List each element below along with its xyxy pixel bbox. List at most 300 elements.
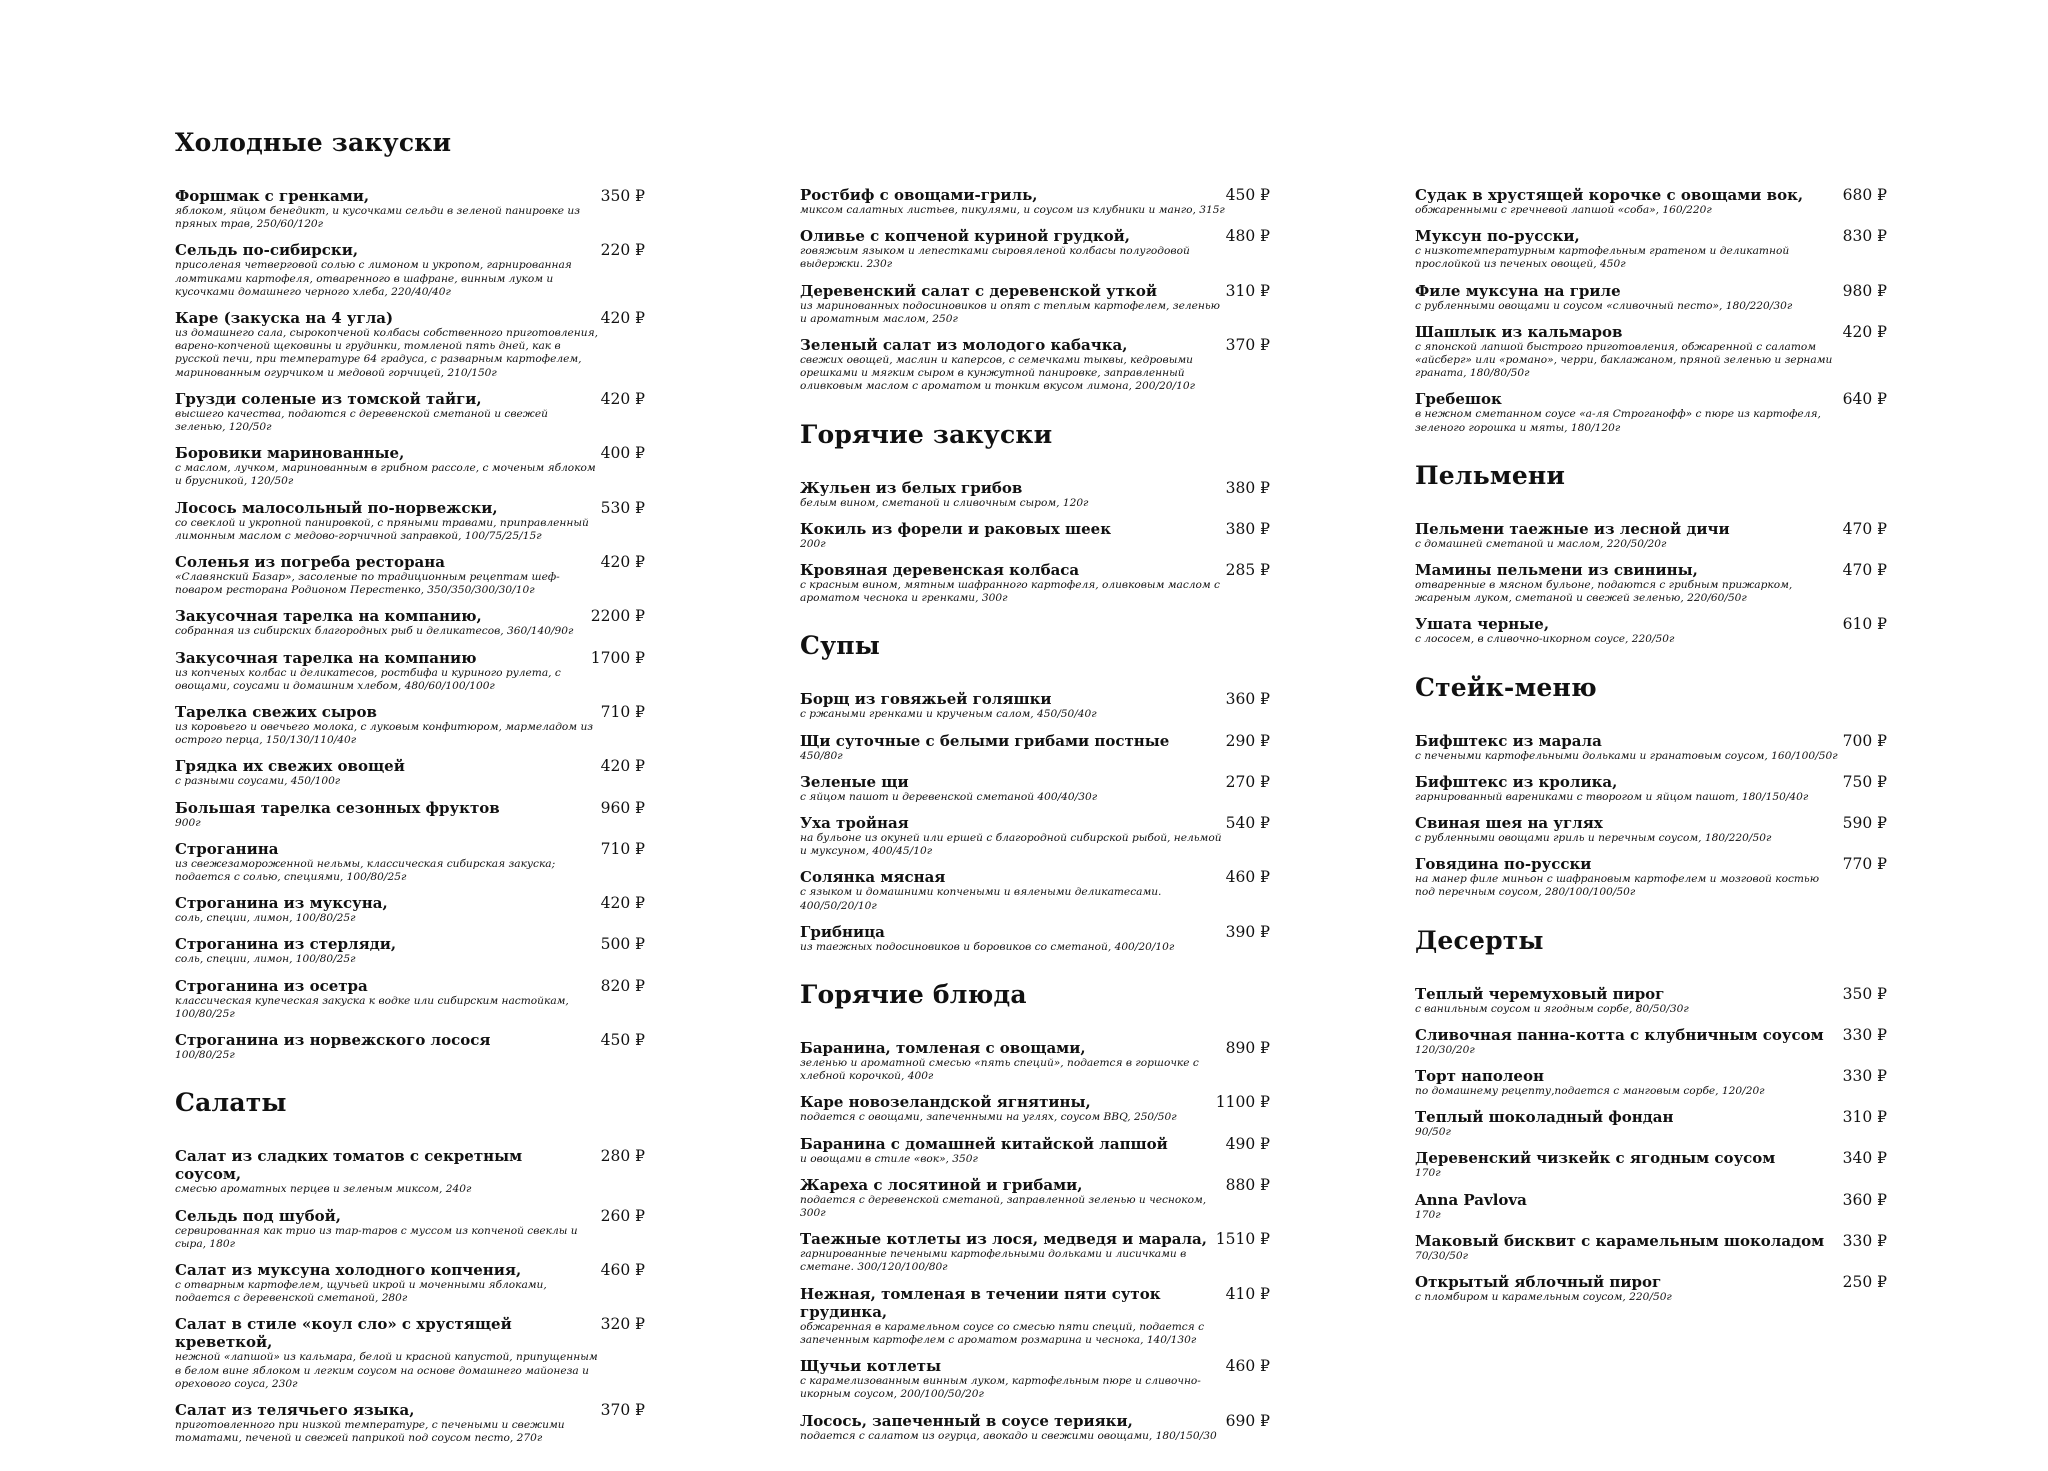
menu-item (1415, 1149, 1887, 1180)
dish-description: подается с овощами, запеченными на углях, соусом BBQ, 250/50г (800, 1111, 1177, 1124)
dish-price: 310 ₽ (1842, 1108, 1887, 1127)
dish-name: Лосось малосольный по-норвежски, (175, 498, 498, 517)
dish-description: обжаренными с гречневой лапшой «соба», 160/220г (1415, 204, 1712, 216)
dish-price: 390 ₽ (1225, 922, 1270, 941)
menu-item (1415, 615, 1887, 646)
menu-item-row (1415, 1108, 1887, 1126)
dish-description: с яйцом пашот и деревенской сметаной 400/40/30г (800, 790, 1098, 803)
menu-item-row (800, 690, 1270, 708)
dish-description: из маринованных подосиновиков и опят с теплым картофелем, зеленью и ароматным маслом, 250г (800, 299, 1220, 325)
dish-name: Закусочная тарелка на компанию (175, 648, 477, 667)
dish-description: с отварным картофелем, щучьей икрой и моченными яблоками, подается с деревенской сметаной, 280г (175, 1278, 547, 1305)
dish-price: 480 ₽ (1225, 227, 1270, 246)
dish-description: с печеными картофельными дольками и гранатовым соусом, 160/100/50г (1415, 749, 1838, 762)
menu-item (175, 757, 645, 788)
menu-item-row (175, 390, 645, 408)
menu-item (800, 561, 1270, 605)
menu-item (175, 1401, 645, 1445)
menu-item-row (800, 336, 1270, 354)
menu-item (800, 1412, 1270, 1443)
dish-description: из домашнего сала, сырокопченой колбасы собственного приготовления, варено-копченой щековины и грудинки, томленой пять дней, как в русской печи, при температуре 64 градуса, с разварным картофелем, маринованным огурчиком и медовой горчицей, 210/150г (175, 327, 598, 379)
dish-name: Anna Pavlova (1415, 1190, 1527, 1209)
menu-item-row (800, 282, 1270, 300)
menu-item-row (1415, 1273, 1887, 1291)
dish-name: Бифштекс из марала (1415, 731, 1602, 750)
menu-item-row (175, 703, 645, 721)
dish-name: Бифштекс из кролика, (1415, 772, 1618, 791)
dish-name: Строганина из норвежского лосося (175, 1031, 491, 1050)
dish-name: Сельдь по-сибирски, (175, 241, 359, 260)
menu-item (1415, 186, 1887, 217)
menu-item (800, 690, 1270, 721)
dish-name: Филе муксуна на гриле (1415, 281, 1621, 300)
dish-description: нежной «лапшой» из кальмара, белой и красной капустой, припущенным в белом вине яблоком и легким соусом на основе домашнего майонеза и орехового соуса, 230г (175, 1351, 598, 1390)
dish-price: 320 ₽ (600, 1315, 645, 1334)
menu-item-row (1415, 855, 1887, 873)
dish-description: с японской лапшой быстрого приготовления, обжаренной с салатом «айсберг» или «романо», черри, баклажаном, пряной зеленью и зернами граната, 180/80/50г (1415, 340, 1833, 380)
dish-price: 285 ₽ (1225, 561, 1270, 580)
dish-price: 710 ₽ (600, 839, 645, 858)
dish-name: Салат в стиле «коул сло» с хрустящей креветкой, (175, 1315, 512, 1352)
dish-price: 700 ₽ (1842, 731, 1887, 750)
menu-item-row (800, 520, 1270, 538)
dish-description: из свежезамороженной нельмы, классическая сибирская закуска; подается с солью, специями, 100/80/25г (175, 857, 556, 884)
menu-item-row (175, 444, 645, 462)
dish-name: Кровяная деревенская колбаса (800, 561, 1080, 580)
dish-name: Торт наполеон (1415, 1067, 1544, 1086)
menu-item (175, 309, 645, 380)
dish-description: приготовленного при низкой температуре, с печеными и свежими томатами, печеной и свежей паприкой под соусом песто, 270г (175, 1418, 565, 1445)
dish-price: 1100 ₽ (1215, 1093, 1270, 1112)
menu-item-row (175, 1031, 645, 1049)
menu-item (175, 935, 645, 966)
dish-description: с красным вином, мятным шафранного картофеля, оливковым маслом с ароматом чеснока и гренками, 300г (800, 579, 1220, 605)
dish-name: Судак в хрустящей корочке с овощами вок, (1415, 186, 1804, 204)
menu-item-row (1415, 186, 1887, 204)
dish-name: Грядка их свежих овощей (175, 757, 405, 776)
dish-price: 370 ₽ (1225, 336, 1270, 355)
dish-price: 330 ₽ (1842, 1025, 1887, 1044)
dish-price: 290 ₽ (1225, 731, 1270, 750)
menu-item (1415, 520, 1887, 551)
menu-item-row (1415, 227, 1887, 245)
menu-item-row (175, 309, 645, 327)
dish-name: Лосось, запеченный в соусе терияки, (800, 1411, 1133, 1430)
menu-column-3 (1415, 186, 1887, 1330)
dish-price: 750 ₽ (1842, 772, 1887, 791)
menu-item (1415, 227, 1887, 271)
dish-name: Зеленые щи (800, 772, 909, 791)
dish-price: 710 ₽ (600, 703, 645, 722)
dish-price: 370 ₽ (600, 1400, 645, 1419)
menu-item-row (175, 1315, 645, 1351)
dish-description: из копченых колбас и деликатесов, ростбифа и куриного рулета, с овощами, соусами и домашним хлебом, 480/60/100/100г (175, 666, 561, 692)
dish-price: 470 ₽ (1842, 519, 1887, 538)
dish-name: Деревенский салат с деревенской уткой (800, 281, 1158, 300)
menu-column-2 (800, 186, 1270, 1469)
menu-item-row (175, 649, 645, 667)
dish-name: Свиная шея на углях (1415, 814, 1603, 833)
dish-price: 460 ₽ (1225, 1357, 1270, 1376)
dish-name: Салат из муксуна холодного копчения, (175, 1260, 522, 1279)
dish-price: 460 ₽ (600, 1260, 645, 1279)
menu-item-row (1415, 520, 1887, 538)
dish-name: Каре (закуска на 4 угла) (175, 309, 394, 328)
dish-description: 100/80/25г (175, 1049, 235, 1062)
dish-price: 340 ₽ (1842, 1149, 1887, 1168)
menu-item (175, 649, 645, 693)
menu-item (1415, 1108, 1887, 1139)
dish-name: Кокиль из форели и раковых шеек (800, 519, 1112, 538)
section-title: Стейк-меню (1415, 672, 1597, 702)
section-title: Салаты (175, 1088, 287, 1118)
section-title: Десерты (1415, 925, 1544, 955)
dish-description: из таежных подосиновиков и боровиков со сметаной, 400/20/10г (800, 940, 1175, 953)
menu-item-row (175, 894, 645, 912)
menu-item-row (1415, 773, 1887, 791)
dish-price: 450 ₽ (600, 1031, 645, 1050)
menu-item-row (1415, 390, 1887, 408)
dish-price: 490 ₽ (1225, 1134, 1270, 1153)
dish-price: 420 ₽ (600, 757, 645, 776)
dish-name: Муксун по-русски, (1415, 227, 1580, 246)
dish-description: гарнированные печеными картофельными дольками и лисичками в сметане. 300/120/100/80г (800, 1248, 1187, 1274)
menu-item-row (1415, 732, 1887, 750)
dish-name: Каре новозеландской ягнятины, (800, 1093, 1091, 1112)
dish-name: Теплый черемуховый пирог (1415, 984, 1665, 1003)
dish-description: с рубленными овощами гриль и перечным соусом, 180/220/50г (1415, 832, 1772, 845)
dish-description: со свеклой и укропной панировкой, с пряными травами, приправленный лимонным маслом с медово-горчичной заправкой, 100/75/25/15г (175, 516, 589, 542)
dish-name: Уха тройная (800, 814, 909, 833)
dish-price: 830 ₽ (1842, 227, 1887, 246)
menu-item (1415, 814, 1887, 845)
section-title: Горячие блюда (800, 980, 1027, 1010)
dish-description: собранная из сибирских благородных рыб и деликатесов, 360/140/90г (175, 625, 574, 638)
dish-price: 420 ₽ (1842, 322, 1887, 341)
dish-description: соль, специи, лимон, 100/80/25г (175, 912, 356, 925)
dish-name: Форшмак с гренками, (175, 187, 370, 205)
dish-description: зеленью и ароматной смесью «пять специй», подается в горшочке с хлебной корочкой, 400г (800, 1057, 1199, 1083)
dish-name: Щучьи котлеты (800, 1357, 942, 1376)
menu-item (800, 1176, 1270, 1220)
dish-description: миксом салатных листьев, пикулями, и соусом из клубники и манго, 315г (800, 204, 1225, 216)
dish-price: 820 ₽ (600, 976, 645, 995)
dish-name: Боровики маринованные, (175, 444, 405, 463)
dish-description: «Славянский Базар», засоленые по традиционным рецептам шеф-поваром ресторана Родионом Перестенко, 350/350/300/30/10г (175, 571, 560, 597)
dish-name: Строганина из муксуна, (175, 894, 388, 913)
dish-price: 410 ₽ (1225, 1284, 1270, 1303)
dish-description: с ванильным соусом и ягодным сорбе, 80/50/30г (1415, 1002, 1689, 1015)
menu-item (1415, 1273, 1887, 1304)
dish-name: Таежные котлеты из лося, медведя и марала, (800, 1230, 1207, 1249)
dish-description: свежих овощей, маслин и каперсов, с семечками тыквы, кедровыми орешками и мягким сыром в кунжутной панировке, заправленный оливковым маслом с ароматом и тонким вкусом лимона, 200/20/10г (800, 354, 1195, 393)
dish-name: Салат из телячьего языка, (175, 1400, 415, 1419)
dish-name: Сельдь под шубой, (175, 1206, 341, 1225)
dish-description: подается с деревенской сметаной, заправленной зеленью и чесноком, 300г (800, 1193, 1207, 1220)
menu-item-row (175, 1147, 645, 1183)
menu-item-row (800, 868, 1270, 886)
dish-price: 460 ₽ (1225, 868, 1270, 887)
dish-description: обжаренная в карамельном соусе со смесью пяти специй, подается с запеченным картофелем с ароматом розмарина и чеснока, 140/130г (800, 1320, 1205, 1346)
dish-price: 640 ₽ (1842, 390, 1887, 409)
dish-name: Борщ из говяжьей голяшки (800, 690, 1052, 709)
menu-item-row (175, 1207, 645, 1225)
menu-item-row (800, 227, 1270, 245)
dish-description: в нежном сметанном соусе «а-ля Строганофф» с пюре из картофеля, зеленого горошка и мяты, 180/120г (1415, 408, 1821, 434)
menu-item-row (175, 187, 645, 205)
dish-description: 450/80г (800, 749, 843, 762)
menu-item (800, 1285, 1270, 1347)
menu-item-row (800, 1135, 1270, 1153)
dish-name: Щи суточные с белыми грибами постные (800, 731, 1170, 750)
dish-description: классическая купеческая закуска к водке или сибирским настойкам, 100/80/25г (175, 994, 569, 1020)
dish-price: 360 ₽ (1225, 690, 1270, 709)
dish-description: 90/50г (1415, 1126, 1451, 1139)
dish-description: по домашнему рецепту,подается с манговым сорбе, 120/20г (1415, 1085, 1765, 1098)
menu-item-row (175, 607, 645, 625)
dish-description: высшего качества, подаются с деревенской сметаной и свежей зеленью, 120/50г (175, 407, 548, 434)
dish-description: 200г (800, 537, 826, 550)
menu-item (800, 923, 1270, 954)
menu-item (1415, 323, 1887, 381)
menu-item (1415, 561, 1887, 605)
dish-description: с разными соусами, 450/100г (175, 775, 341, 788)
menu-section (800, 631, 1270, 954)
menu-section (175, 1088, 645, 1445)
dish-name: Ушата черные, (1415, 615, 1550, 634)
dish-description: сервированная как трио из тар-таров с муссом из копченой свеклы и сыра, 180г (175, 1224, 578, 1250)
dish-description: с языком и домашними копчеными и вялеными деликатесами. 400/50/20/10г (800, 886, 1162, 912)
dish-description: на манер филе миньон с шафрановым картофелем и мозговой костью под перечным соусом, 280/100/100/50г (1415, 873, 1820, 899)
menu-item-row (175, 840, 645, 858)
dish-description: гарнированный варениками с творогом и яйцом пашот, 180/150/40г (1415, 790, 1809, 803)
menu-item (1415, 282, 1887, 313)
dish-price: 450 ₽ (1225, 186, 1270, 204)
dish-price: 400 ₽ (600, 444, 645, 463)
dish-description: с низкотемпературным картофельным гратеном и деликатной прослойкой из печеных овощей, 450г (1415, 245, 1790, 271)
menu-item-row (175, 241, 645, 259)
dish-name: Говядина по-русски (1415, 855, 1592, 874)
dish-description: на бульоне из окуней или ершей с благородной сибирской рыбой, нельмой и муксуном, 400/45/10г (800, 832, 1222, 858)
dish-price: 590 ₽ (1842, 814, 1887, 833)
menu-item-row (800, 1093, 1270, 1111)
dish-description: с маслом, лучком, маринованным в грибном рассоле, с моченым яблоком и брусникой, 120/50г (175, 462, 596, 488)
menu-item-row (175, 757, 645, 775)
dish-name: Нежная, томленая в течении пяти суток грудинка, (800, 1284, 1161, 1321)
dish-description: соль, специи, лимон, 100/80/25г (175, 953, 356, 966)
menu-item (175, 390, 645, 434)
dish-description: с домашней сметаной и маслом, 220/50/20г (1415, 537, 1667, 550)
dish-description: 900г (175, 816, 201, 829)
menu-item (175, 977, 645, 1021)
dish-name: Зеленый салат из молодого кабачка, (800, 336, 1128, 355)
dish-description: с пломбиром и карамельным соусом, 220/50г (1415, 1291, 1672, 1304)
menu-item-row (1415, 1191, 1887, 1209)
menu-item (800, 227, 1270, 271)
menu-item (800, 868, 1270, 912)
menu-section (175, 128, 645, 1062)
dish-name: Пельмени таежные из лесной дичи (1415, 519, 1730, 538)
dish-price: 330 ₽ (1842, 1231, 1887, 1250)
dish-description: с карамелизованным винным луком, картофельным пюре и сливочно-икорным соусом, 200/100/50/20г (800, 1375, 1201, 1401)
dish-name: Солянка мясная (800, 868, 946, 887)
dish-price: 260 ₽ (600, 1206, 645, 1225)
dish-name: Баранина с домашней китайской лапшой (800, 1134, 1168, 1153)
dish-price: 420 ₽ (600, 309, 645, 328)
section-title: Холодные закуски (175, 128, 452, 157)
menu-section (1415, 186, 1887, 435)
menu-item (175, 1147, 645, 1196)
menu-item-row (800, 1039, 1270, 1057)
menu-item (175, 241, 645, 299)
dish-price: 890 ₽ (1225, 1039, 1270, 1058)
menu-item (175, 1207, 645, 1251)
dish-price: 980 ₽ (1842, 281, 1887, 300)
menu-item (800, 1230, 1270, 1274)
menu-item-row (175, 1261, 645, 1279)
menu-item-row (1415, 1026, 1887, 1044)
dish-price: 2200 ₽ (590, 607, 645, 626)
dish-description: белым вином, сметаной и сливочным сыром, 120г (800, 496, 1089, 509)
dish-price: 880 ₽ (1225, 1175, 1270, 1194)
dish-name: Строганина (175, 839, 279, 858)
menu-item (1415, 985, 1887, 1016)
menu-item (800, 1357, 1270, 1401)
menu-item-row (1415, 1067, 1887, 1085)
menu-item (175, 703, 645, 747)
dish-name: Шашлык из кальмаров (1415, 322, 1623, 341)
dish-name: Салат из сладких томатов с секретным соусом, (175, 1147, 523, 1184)
menu-item-row (800, 561, 1270, 579)
menu-item (175, 799, 645, 830)
dish-price: 1510 ₽ (1215, 1230, 1270, 1249)
dish-name: Мамины пельмени из свинины, (1415, 561, 1698, 580)
menu-item (175, 553, 645, 597)
dish-description: подается с салатом из огурца, авокадо и свежими овощами, 180/150/30 (800, 1429, 1217, 1442)
dish-price: 380 ₽ (1225, 519, 1270, 538)
menu-item-row (175, 499, 645, 517)
menu-item (1415, 1232, 1887, 1263)
dish-name: Грузди соленые из томской тайги, (175, 389, 482, 408)
dish-name: Ростбиф с овощами-гриль, (800, 186, 1038, 204)
menu-item-row (800, 814, 1270, 832)
dish-description: и овощами в стиле «вок», 350г (800, 1152, 978, 1165)
dish-name: Грибница (800, 922, 885, 941)
menu-item-row (800, 1412, 1270, 1430)
menu-section (800, 186, 1270, 394)
menu-section (1415, 461, 1887, 647)
menu-item-row (1415, 615, 1887, 633)
dish-description: яблоком, яйцом бенедикт, и кусочками сельди в зеленой панировке из пряных трав, 250/60/120г (175, 205, 580, 231)
dish-price: 330 ₽ (1842, 1067, 1887, 1086)
menu-item (175, 187, 645, 231)
menu-item-row (1415, 282, 1887, 300)
dish-name: Баранина, томленая с овощами, (800, 1039, 1086, 1058)
menu-item (175, 499, 645, 543)
menu-item (800, 520, 1270, 551)
menu-item-row (800, 1285, 1270, 1321)
menu-item (175, 444, 645, 488)
dish-price: 960 ₽ (600, 798, 645, 817)
menu-item (800, 773, 1270, 804)
dish-name: Оливье с копченой куриной грудкой, (800, 227, 1131, 246)
section-title: Горячие закуски (800, 419, 1053, 449)
menu-item (800, 479, 1270, 510)
dish-name: Сливочная панна-котта с клубничным соусом (1415, 1025, 1824, 1044)
menu-item-row (1415, 1149, 1887, 1167)
menu-item (175, 1315, 645, 1391)
menu-item-row (800, 186, 1270, 204)
menu-item (175, 1031, 645, 1062)
menu-item (800, 814, 1270, 858)
dish-price: 250 ₽ (1842, 1273, 1887, 1292)
dish-name: Открытый яблочный пирог (1415, 1273, 1662, 1292)
dish-price: 610 ₽ (1842, 615, 1887, 634)
dish-price: 280 ₽ (600, 1147, 645, 1166)
menu-item-row (800, 1357, 1270, 1375)
dish-description: с лососем, в сливочно-икорном соусе, 220/50г (1415, 633, 1675, 646)
dish-name: Теплый шоколадный фондан (1415, 1108, 1674, 1127)
section-title: Супы (800, 631, 881, 661)
dish-price: 220 ₽ (600, 241, 645, 260)
menu-item-row (175, 553, 645, 571)
menu-section (1415, 673, 1887, 900)
menu-item (800, 1135, 1270, 1166)
menu-item-row (800, 1176, 1270, 1194)
menu-section (800, 980, 1270, 1443)
dish-price: 1700 ₽ (590, 648, 645, 667)
dish-price: 350 ₽ (1842, 984, 1887, 1003)
dish-name: Большая тарелка сезонных фруктов (175, 798, 500, 817)
menu-item-row (800, 1230, 1270, 1248)
menu-item (1415, 1067, 1887, 1098)
menu-item-row (175, 1401, 645, 1419)
menu-item (800, 732, 1270, 763)
dish-name: Жульен из белых грибов (800, 478, 1023, 497)
dish-description: смесью ароматных перцев и зеленым миксом, 240г (175, 1183, 472, 1196)
dish-name: Строганина из стерляди, (175, 935, 397, 954)
dish-description: с рубленными овощами и соусом «сливочный песто», 180/220/30г (1415, 299, 1793, 312)
menu-item (1415, 390, 1887, 434)
dish-name: Гребешок (1415, 390, 1502, 409)
menu-item (175, 894, 645, 925)
menu-item-row (800, 923, 1270, 941)
dish-price: 310 ₽ (1225, 281, 1270, 300)
menu-item (175, 1261, 645, 1305)
dish-name: Строганина из осетра (175, 976, 368, 995)
menu-item (175, 840, 645, 884)
dish-price: 680 ₽ (1842, 186, 1887, 204)
dish-description: говяжьим языком и лепестками сыровяленой колбасы полугодовой выдержки. 230г (800, 245, 1190, 271)
dish-price: 540 ₽ (1225, 814, 1270, 833)
dish-price: 470 ₽ (1842, 561, 1887, 580)
menu-item (1415, 1191, 1887, 1222)
menu-item-row (1415, 323, 1887, 341)
menu-item-row (175, 935, 645, 953)
dish-name: Тарелка свежих сыров (175, 703, 377, 722)
menu-item-row (800, 479, 1270, 497)
menu-item-row (800, 773, 1270, 791)
menu-item (1415, 855, 1887, 899)
dish-description: 170г (1415, 1167, 1441, 1180)
dish-price: 360 ₽ (1842, 1190, 1887, 1209)
dish-price: 530 ₽ (600, 498, 645, 517)
menu-item-row (1415, 1232, 1887, 1250)
menu-column-1 (175, 128, 645, 1471)
menu-item-row (1415, 814, 1887, 832)
dish-price: 380 ₽ (1225, 478, 1270, 497)
menu-item (1415, 1026, 1887, 1057)
